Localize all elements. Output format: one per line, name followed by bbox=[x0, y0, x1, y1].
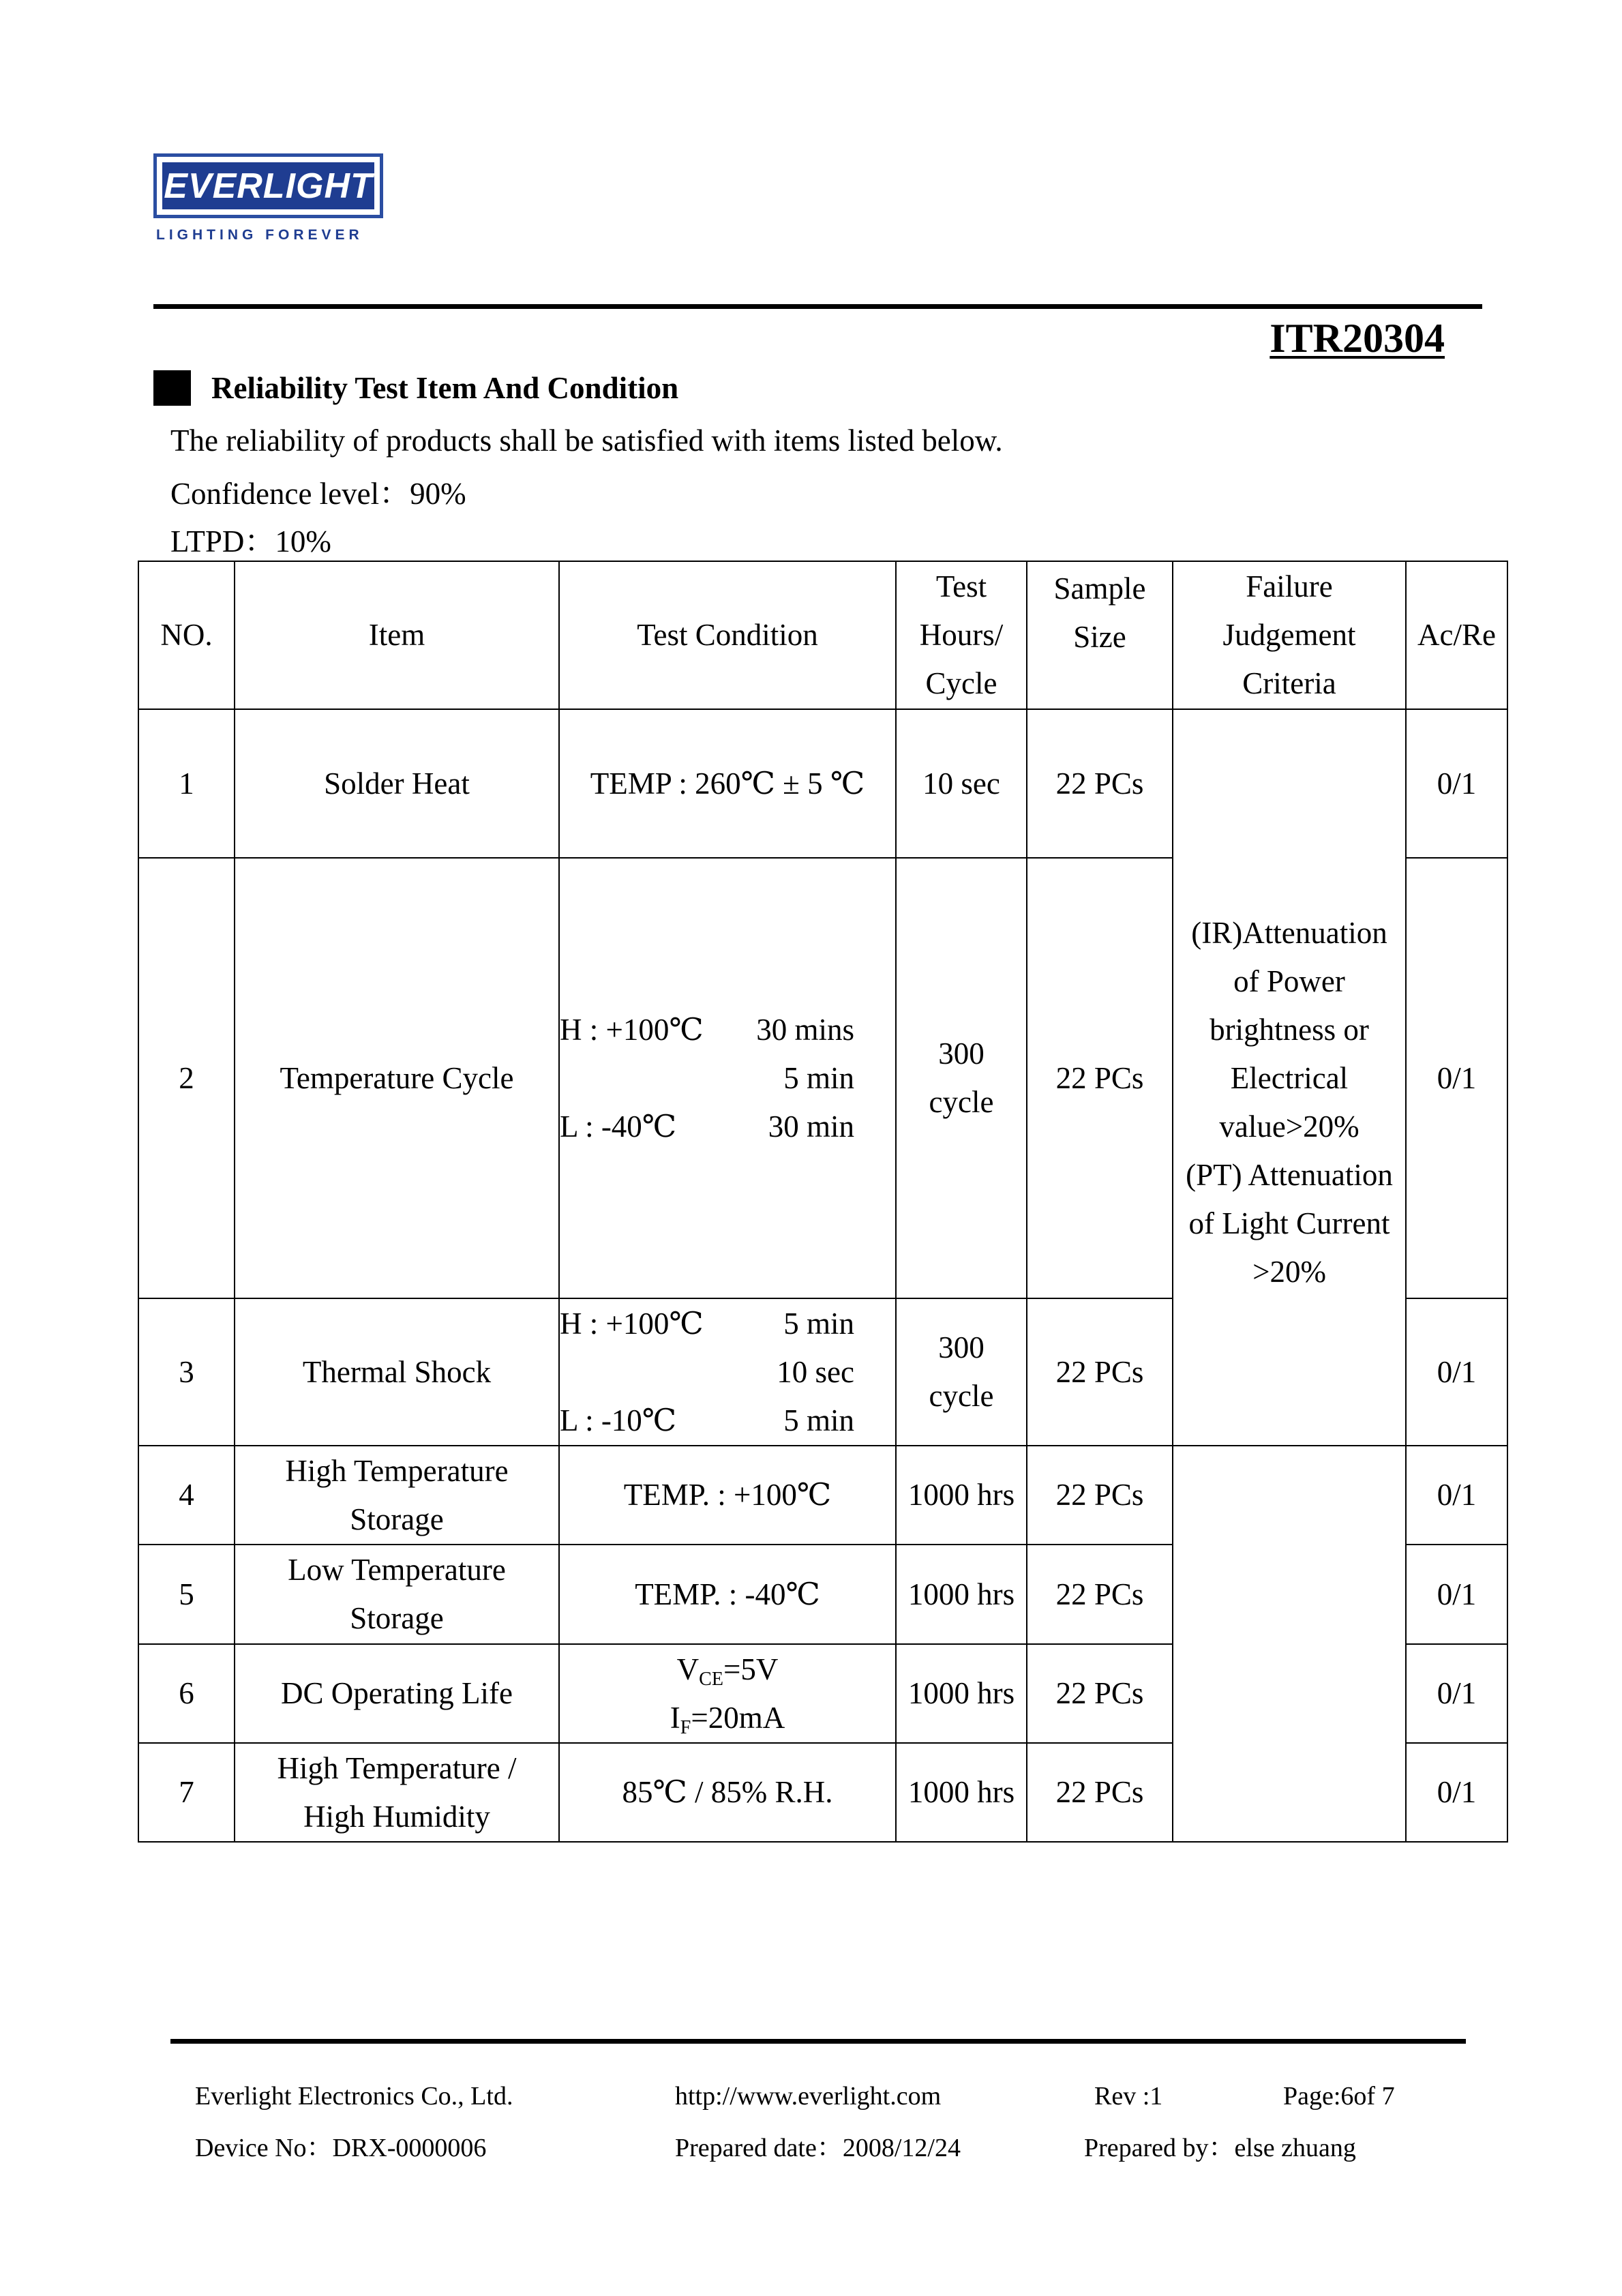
row-item: Thermal Shock bbox=[235, 1298, 559, 1446]
row-acre: 0/1 bbox=[1406, 1743, 1507, 1842]
row-item: Temperature Cycle bbox=[235, 858, 559, 1298]
failure-criteria-continued bbox=[1173, 1446, 1406, 1842]
row-item: Low Temperature Storage bbox=[235, 1545, 559, 1644]
row-no: 2 bbox=[138, 858, 235, 1298]
table-row bbox=[138, 1446, 1507, 1545]
row-no: 1 bbox=[138, 709, 235, 858]
header-no: NO. bbox=[138, 561, 235, 709]
footer-url[interactable]: http://www.everlight.com bbox=[675, 2082, 942, 2111]
row-acre: 0/1 bbox=[1406, 1545, 1507, 1644]
footer-page: Page:6of 7 bbox=[1283, 2082, 1395, 2111]
footer-rev: Rev :1 bbox=[1094, 2082, 1163, 2111]
row-acre: 0/1 bbox=[1406, 1446, 1507, 1545]
row-acre: 0/1 bbox=[1406, 709, 1507, 858]
row-no: 7 bbox=[138, 1743, 235, 1842]
header-rule bbox=[153, 304, 1482, 309]
row-sample: 22 PCs bbox=[1027, 709, 1173, 858]
header-condition: Test Condition bbox=[559, 561, 896, 709]
table-row bbox=[138, 709, 1507, 858]
row-no: 4 bbox=[138, 1446, 235, 1545]
row-sample: 22 PCs bbox=[1027, 1743, 1173, 1842]
section-heading bbox=[153, 370, 678, 406]
ltpd: LTPD：10% bbox=[170, 524, 331, 558]
row-sample: 22 PCs bbox=[1027, 1545, 1173, 1644]
row-no: 6 bbox=[138, 1644, 235, 1743]
header-failure-criteria: Failure Judgement Criteria bbox=[1173, 561, 1406, 709]
row-condition: TEMP : 260℃ ± 5 ℃ bbox=[559, 709, 896, 858]
row-condition: $V_{CE}=5V$ $I_F=20mA$ bbox=[559, 1644, 896, 1743]
row-condition: TEMP. : -40℃ bbox=[559, 1545, 896, 1644]
logo-badge bbox=[162, 162, 374, 209]
logo-tagline: LIGHTING FOREVER bbox=[156, 227, 363, 243]
header-acre: Ac/Re bbox=[1406, 561, 1507, 709]
header-item: Item bbox=[235, 561, 559, 709]
confidence-level: Confidence level：90% bbox=[170, 477, 466, 511]
row-hours: 1000 hrs bbox=[896, 1545, 1027, 1644]
row-sample: 22 PCs bbox=[1027, 858, 1173, 1298]
intro-text: The reliability of products shall be satisfied with items listed below. bbox=[170, 423, 1003, 458]
footer-company: Everlight Electronics Co., Ltd. bbox=[195, 2082, 513, 2111]
header-sample-size: Sample Size bbox=[1027, 561, 1173, 709]
row-no: 3 bbox=[138, 1298, 235, 1446]
row-hours: 300 cycle bbox=[896, 858, 1027, 1298]
row-hours: 300 cycle bbox=[896, 1298, 1027, 1446]
row-acre: 0/1 bbox=[1406, 1298, 1507, 1446]
logo-wordmark: EVERLIGHT bbox=[164, 166, 373, 206]
row-acre: 0/1 bbox=[1406, 858, 1507, 1298]
reliability-table bbox=[138, 561, 1508, 1843]
bullet-square-icon bbox=[153, 370, 191, 406]
row-hours: 1000 hrs bbox=[896, 1743, 1027, 1842]
row-item: High Temperature / High Humidity bbox=[235, 1743, 559, 1842]
footer-rule bbox=[170, 2039, 1466, 2044]
footer-device-no: Device No：DRX-0000006 bbox=[195, 2134, 487, 2162]
everlight-logo bbox=[153, 153, 383, 249]
section-title: Reliability Test Item And Condition bbox=[211, 371, 679, 405]
row-item: Solder Heat bbox=[235, 709, 559, 858]
row-condition: TEMP. : +100℃ bbox=[559, 1446, 896, 1545]
row-hours: 1000 hrs bbox=[896, 1644, 1027, 1743]
footer-prepared-by: Prepared by：else zhuang bbox=[1084, 2134, 1356, 2162]
row-sample: 22 PCs bbox=[1027, 1446, 1173, 1545]
failure-criteria: (IR)Attenuation of Power brightness or Electrical value>20% (PT) Attenuation of Light Current >20% bbox=[1173, 709, 1406, 1446]
row-sample: 22 PCs bbox=[1027, 1298, 1173, 1446]
row-hours: 1000 hrs bbox=[896, 1446, 1027, 1545]
header-hours: Test Hours/ Cycle bbox=[896, 561, 1027, 709]
row-acre: 0/1 bbox=[1406, 1644, 1507, 1743]
footer-prepared-date: Prepared date：2008/12/24 bbox=[675, 2134, 961, 2162]
document-number: ITR20304 bbox=[1270, 316, 1445, 361]
table-header-row bbox=[138, 561, 1507, 709]
logo-frame bbox=[153, 153, 383, 218]
row-hours: 10 sec bbox=[896, 709, 1027, 858]
row-condition: H : +100℃ 30 mins 5 min L : -40℃ 30 min bbox=[559, 858, 896, 1298]
row-item: DC Operating Life bbox=[235, 1644, 559, 1743]
row-condition: 85℃ / 85% R.H. bbox=[559, 1743, 896, 1842]
row-item: High Temperature Storage bbox=[235, 1446, 559, 1545]
row-condition: H : +100℃ 5 min 10 sec L : -10℃ 5 min bbox=[559, 1298, 896, 1446]
row-sample: 22 PCs bbox=[1027, 1644, 1173, 1743]
row-no: 5 bbox=[138, 1545, 235, 1644]
